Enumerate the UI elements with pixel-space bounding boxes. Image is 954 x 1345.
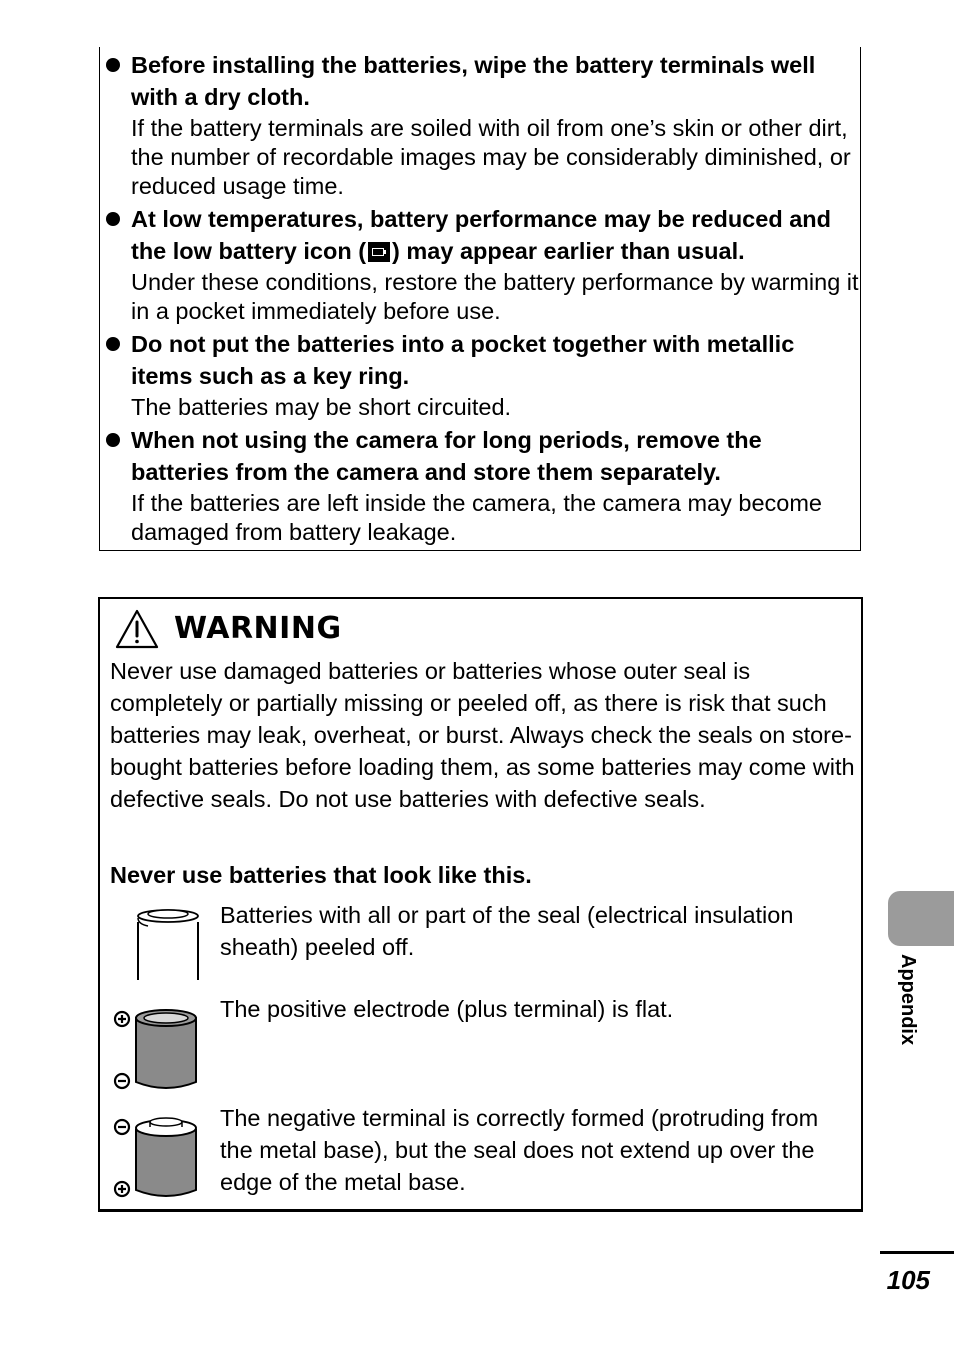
caution-body: The batteries may be short circuited. — [131, 394, 512, 420]
caution-heading: Do not put the batteries into a pocket together with metallic items such as a key ring. — [131, 331, 795, 389]
battery-example-text: Batteries with all or part of the seal (electrical insulation sheath) peeled off. — [220, 902, 794, 960]
battery-example-text: The negative terminal is correctly formed (protruding from the metal base), but the seal does not extend up over the edge of the metal base. — [220, 1105, 819, 1195]
bullet-icon — [106, 58, 120, 72]
peeled-seal-battery-icon — [112, 904, 202, 984]
warning-title: WARNING — [174, 611, 342, 646]
section-tab-label: Appendix — [897, 954, 919, 1046]
short-seal-battery-icon — [112, 1112, 202, 1202]
warning-text: Never use damaged batteries or batteries whose outer seal is completely or partially missing or peeled off, as there is risk that such batteries may leak, overheat, or burst. Always check the seals on store-bought batteries before loading them, as some batteries may come with defective seals. Do not use batteries with defective seals. — [110, 658, 855, 812]
caution-heading: At low temperatures, battery performance may be reduced and the low battery icon ( ) may appear earlier than usual. — [131, 206, 831, 264]
page-number: 105 — [886, 1265, 930, 1295]
caution-body: If the batteries are left inside the camera, the camera may become damaged from battery leakage. — [131, 490, 822, 545]
flat-terminal-battery-icon — [112, 1004, 202, 1094]
warning-box — [98, 597, 863, 1212]
bullet-icon — [106, 337, 120, 351]
low-battery-icon — [368, 242, 390, 262]
bullet-icon — [106, 212, 120, 226]
page-number-rule — [880, 1251, 954, 1254]
section-tab — [888, 891, 954, 946]
warning-subheading: Never use batteries that look like this. — [110, 862, 532, 888]
caution-body: If the battery terminals are soiled with oil from one’s skin or other dirt, the number of recordable images may be considerably diminished, or reduced usage time. — [131, 115, 851, 199]
warning-triangle-icon — [115, 609, 159, 649]
battery-example-text: The positive electrode (plus terminal) is flat. — [220, 996, 674, 1022]
caution-body: Under these conditions, restore the battery performance by warming it in a pocket immediately before use. — [131, 269, 859, 324]
battery-cautions — [99, 47, 861, 551]
bullet-icon — [106, 433, 120, 447]
caution-heading: When not using the camera for long periods, remove the batteries from the camera and store them separately. — [131, 427, 762, 485]
caution-heading: Before installing the batteries, wipe the battery terminals well with a dry cloth. — [131, 52, 816, 110]
